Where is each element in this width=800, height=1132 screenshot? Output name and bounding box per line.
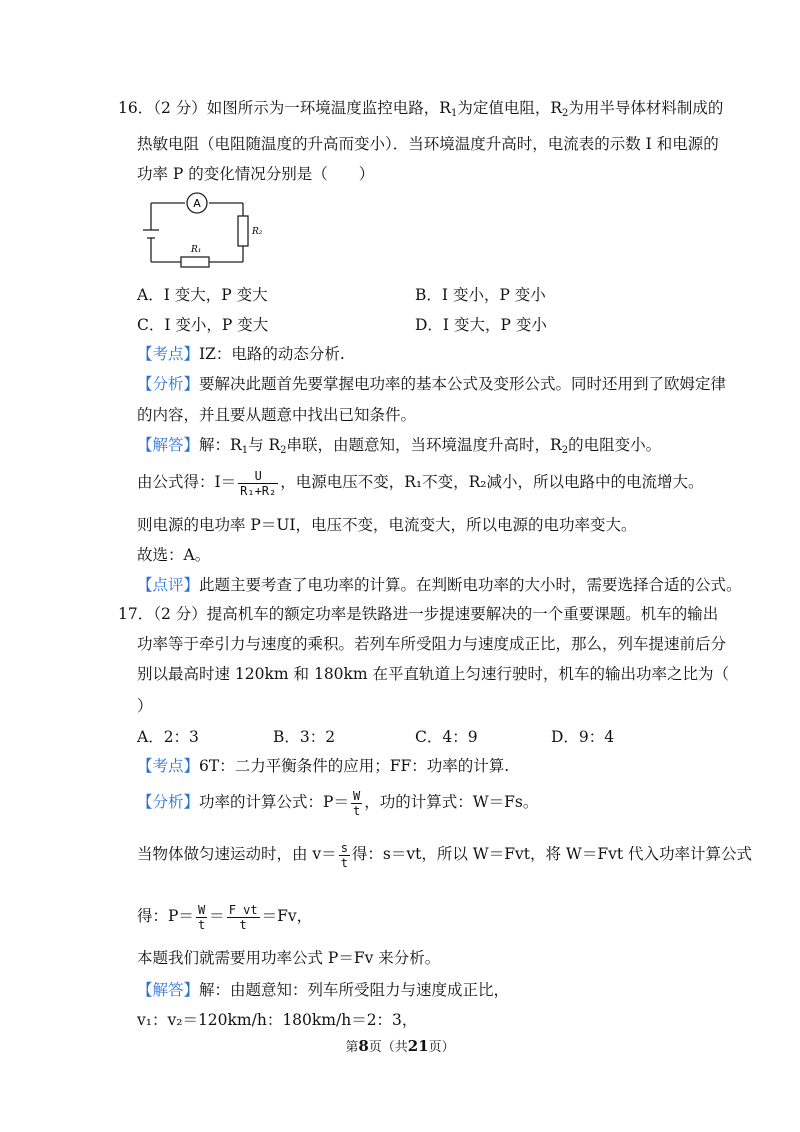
- q16-option-d: D．I 变大，P 变小: [415, 316, 547, 334]
- velocity-formula: $\frac{s}{t}$: [340, 840, 348, 870]
- r1-label: R₁: [191, 245, 202, 255]
- q17-line-2: 功率等于牵引力与速度的乘积。若列车所受阻力与速度成正比，那么，列车提速前后分: [137, 635, 727, 653]
- r2-label: R₂: [252, 227, 263, 237]
- q17-line-4: ）: [137, 697, 153, 715]
- q16-jieda-1: 【解答】解：$R_1$与 $R_2$串联，由题意知，当环境温度升高时，$R_2$的电阻变小。: [137, 436, 662, 456]
- q16-line-2: 热敏电阻（电阻随温度的升高而变小）．当环境温度升高时，电流表的示数 I 和电源的: [137, 135, 719, 153]
- ammeter-label: A: [193, 197, 201, 210]
- circuit-diagram: [137, 190, 277, 270]
- q17-line-6: 得：P＝ $\frac{W}{t}$ ＝ $\frac{\text{F vt}}{t}$ ＝Fv，: [137, 902, 313, 932]
- r1-resistor: [181, 257, 209, 267]
- q17-line-3: 别以最高时速 120km 和 180km 在平直轨道上匀速行驶时，机车的输出功率之比为（: [137, 665, 730, 683]
- q17-option-a: A．2：3: [137, 728, 199, 746]
- q17-line-7: 本题我们就需要用功率公式 P＝Fv 来分析。: [137, 949, 441, 967]
- r2-resistor: [238, 216, 248, 246]
- q16-power-line: 则电源的电功率 P＝UI，电压不变，电流变大，所以电源的电功率变大。: [137, 516, 637, 534]
- q16-fenxi-1: 【分析】要解决此题首先要掌握电功率的基本公式及变形公式。同时还用到了欧姆定律: [137, 375, 727, 393]
- current-formula: $\frac{U}{\text{R₁+R₂}}$: [240, 468, 277, 498]
- q16-answer: 故选：A。: [137, 546, 211, 564]
- q17-option-b: B．3：2: [273, 728, 336, 746]
- q16-option-a: A．I 变大，P 变大: [137, 286, 268, 304]
- q17-option-c: C．4：9: [415, 728, 478, 746]
- q17-kaodian: 【考点】6T：二力平衡条件的应用；FF：功率的计算.: [137, 757, 510, 775]
- power-formula: $\frac{W}{t}$: [352, 788, 361, 818]
- q16-kaodian: 【考点】IZ：电路的动态分析.: [137, 345, 345, 363]
- q16-fenxi-2: 的内容，并且要从题意中找出已知条件。: [137, 406, 417, 424]
- q16-line-1: 16．（2 分）如图所示为一环境温度监控电路，$R_1$为定值电阻，$R_2$为用半导体材料制成的: [118, 99, 724, 119]
- q17-jieda: 【解答】解：由题意知：列车所受阻力与速度成正比，: [137, 981, 510, 999]
- q16-dianping: 【点评】此题主要考查了电功率的计算。在判断电功率的大小时，需要选择合适的公式。: [137, 576, 742, 594]
- q17-option-d: D．9：4: [551, 728, 615, 746]
- q17-line-5: 当物体做匀速运动时，由 v＝ $\frac{s}{t}$ 得：s＝vt，所以 W＝Fvt，将 W＝Fvt 代入功率计算公式: [137, 840, 752, 870]
- q16-formula-line: 由公式得：I＝ $\frac{U}{\text{R₁+R₂}}$ ，电源电压不变，R₁不变，R₂减小，所以电路中的电流增大。: [137, 468, 704, 498]
- q17-line-1: 17．（2 分）提高机车的额定功率是铁路进一步提速要解决的一个重要课题。机车的输出: [118, 605, 719, 623]
- power-formula-1: $\frac{W}{t}$: [197, 902, 206, 932]
- q16-line-3: 功率 P 的变化情况分别是（ ）: [137, 165, 375, 183]
- q16-option-b: B．I 变小，P 变小: [415, 286, 546, 304]
- page-footer: 第8页（共21页）: [345, 1037, 455, 1055]
- power-formula-2: $\frac{\text{F vt}}{t}$: [228, 902, 258, 932]
- q16-option-c: C．I 变小，P 变大: [137, 316, 269, 334]
- q17-fenxi: 【分析】功率的计算公式：P＝ $\frac{W}{t}$ ，功的计算式：W＝Fs。: [137, 788, 539, 818]
- q17-line-8: v₁：v₂＝120km/h：180km/h＝2：3，: [137, 1011, 418, 1029]
